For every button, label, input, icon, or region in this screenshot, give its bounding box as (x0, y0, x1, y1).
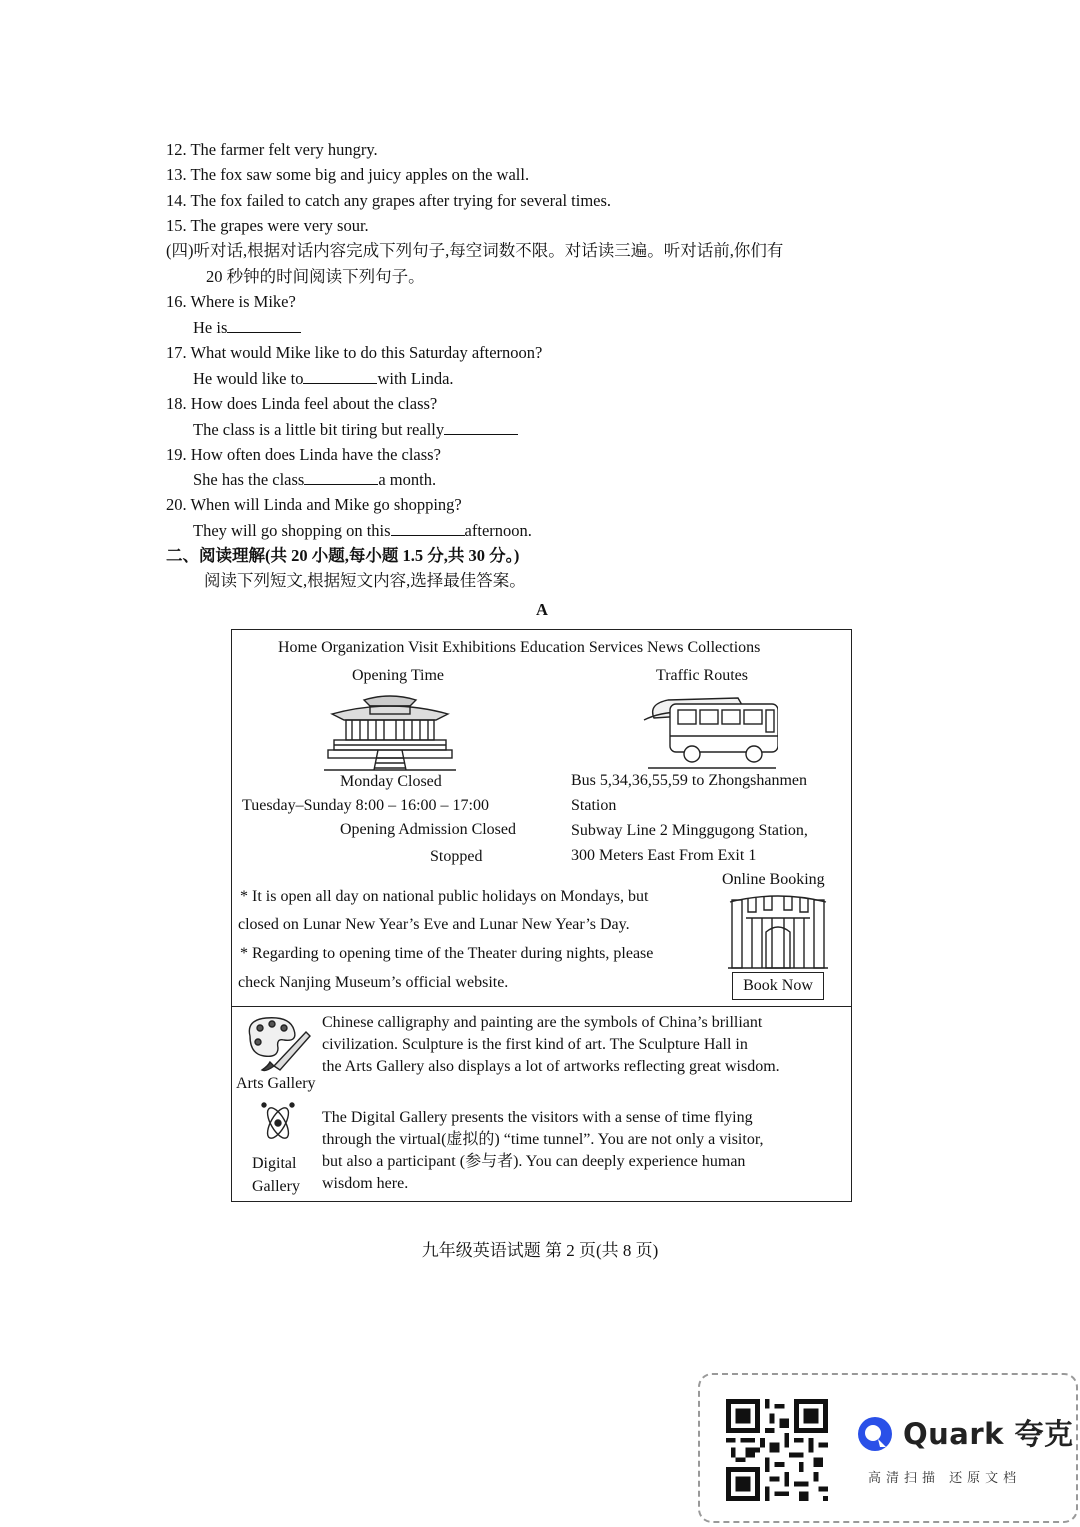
opening-time-title: Opening Time (352, 667, 445, 684)
answer-line-20 (193, 520, 532, 542)
question-17: 17. What would Mike like to do this Saturday afternoon? (166, 343, 543, 362)
answer-20-after: afternoon. (464, 521, 532, 540)
bus-route-line1: Bus 5,34,36,55,59 to Zhongshanmen (571, 772, 807, 789)
palette-brush-icon (244, 1016, 314, 1074)
answer-line-18 (193, 419, 518, 441)
museum-gate-icon (728, 892, 828, 970)
reading-heading: 二、阅读理解(共 20 小题,每小题 1.5 分,共 30 分。) (166, 546, 520, 565)
qr-code-icon (726, 1399, 828, 1501)
arts-text-line2: civilization. Sculpture is the first kind of art. The Sculpture Hall in (322, 1036, 748, 1053)
answer-16-before: He is (193, 318, 228, 337)
atom-icon (258, 1100, 298, 1146)
digital-text-line2: through the virtual(虚拟的) “time tunnel”. You are not only a visitor, (322, 1131, 764, 1148)
book-now-button[interactable]: Book Now (732, 972, 824, 1000)
answer-blank-19[interactable] (304, 470, 378, 485)
question-19: 19. How often does Linda have the class? (166, 445, 441, 464)
digital-text-line1: The Digital Gallery presents the visitors with a sense of time flying (322, 1109, 753, 1126)
question-16: 16. Where is Mike? (166, 292, 296, 311)
subway-route-line1: Subway Line 2 Minggugong Station, (571, 822, 808, 839)
digital-text-line4: wisdom here. (322, 1175, 409, 1192)
tuesday-sunday-hours: Tuesday–Sunday 8:00 – 16:00 – 17:00 (242, 797, 489, 814)
hours-legend-stopped: Stopped (430, 848, 483, 865)
quark-brand: Quark 夸克 (903, 1417, 1074, 1451)
answer-blank-18[interactable] (444, 420, 518, 435)
answer-17-after: with Linda. (377, 369, 454, 388)
digital-text-line3: but also a participant (参与者). You can deeply experience human (322, 1153, 746, 1170)
page-footer: 九年级英语试题 第 2 页(共 8 页) (421, 1241, 659, 1260)
answer-blank-17[interactable] (303, 369, 377, 384)
answer-19-after: a month. (378, 470, 437, 489)
subway-route-line2: 300 Meters East From Exit 1 (571, 847, 757, 864)
question-20: 20. When will Linda and Mike go shopping? (166, 495, 462, 514)
section-4-heading-line2: 20 秒钟的时间阅读下列句子。 (206, 267, 425, 286)
quark-tagline: 高清扫描 还原文档 (868, 1471, 1022, 1486)
passage-label: A (536, 600, 548, 619)
answer-line-16 (193, 317, 301, 339)
notice-divider (232, 1006, 851, 1007)
museum-notice (231, 629, 852, 1202)
answer-blank-16[interactable] (227, 318, 301, 333)
statement-13: 13. The fox saw some big and juicy apples on the wall. (166, 165, 530, 184)
bus-train-icon (642, 690, 778, 774)
statement-12: 12. The farmer felt very hungry. (166, 140, 378, 159)
bus-route-line2: Station (571, 797, 617, 814)
answer-20-before: They will go shopping on this (193, 521, 391, 540)
arts-text-line3: the Arts Gallery also displays a lot of artworks reflecting great wisdom. (322, 1058, 780, 1075)
digital-gallery-label-2: Gallery (252, 1178, 300, 1195)
quark-watermark (698, 1373, 1078, 1523)
note2-line2: check Nanjing Museum’s official website. (238, 974, 509, 991)
answer-19-before: She has the class (193, 470, 305, 489)
statement-14: 14. The fox failed to catch any grapes after trying for several times. (166, 191, 612, 210)
traffic-routes-title: Traffic Routes (656, 667, 748, 684)
museum-nav: Home Organization Visit Exhibitions Education Services News Collections (278, 639, 761, 656)
arts-gallery-label: Arts Gallery (236, 1075, 316, 1092)
statement-15: 15. The grapes were very sour. (166, 216, 369, 235)
palace-icon (324, 692, 456, 772)
arts-text-line1: Chinese calligraphy and painting are the symbols of China’s brilliant (322, 1014, 763, 1031)
answer-blank-20[interactable] (391, 521, 465, 536)
digital-gallery-label-1: Digital (252, 1155, 297, 1172)
note1-line1: * It is open all day on national public holidays on Mondays, but (240, 888, 649, 905)
answer-18-before: The class is a little bit tiring but really (193, 420, 445, 439)
hours-legend: Opening Admission Closed (340, 821, 517, 838)
monday-hours: Monday Closed (340, 773, 442, 790)
question-18: 18. How does Linda feel about the class? (166, 394, 438, 413)
reading-instruction: 阅读下列短文,根据短文内容,选择最佳答案。 (204, 571, 526, 590)
quark-logo-icon (856, 1415, 894, 1453)
online-booking-title: Online Booking (722, 871, 825, 888)
answer-17-before: He would like to (193, 369, 304, 388)
answer-line-17 (193, 368, 454, 390)
note1-line2: closed on Lunar New Year’s Eve and Lunar New Year’s Day. (238, 916, 630, 933)
section-4-heading-line1: (四)听对话,根据对话内容完成下列句子,每空词数不限。对话读三遍。听对话前,你们有 (166, 241, 784, 260)
answer-line-19 (193, 469, 436, 491)
note2-line1: * Regarding to opening time of the Theater during nights, please (240, 945, 654, 962)
